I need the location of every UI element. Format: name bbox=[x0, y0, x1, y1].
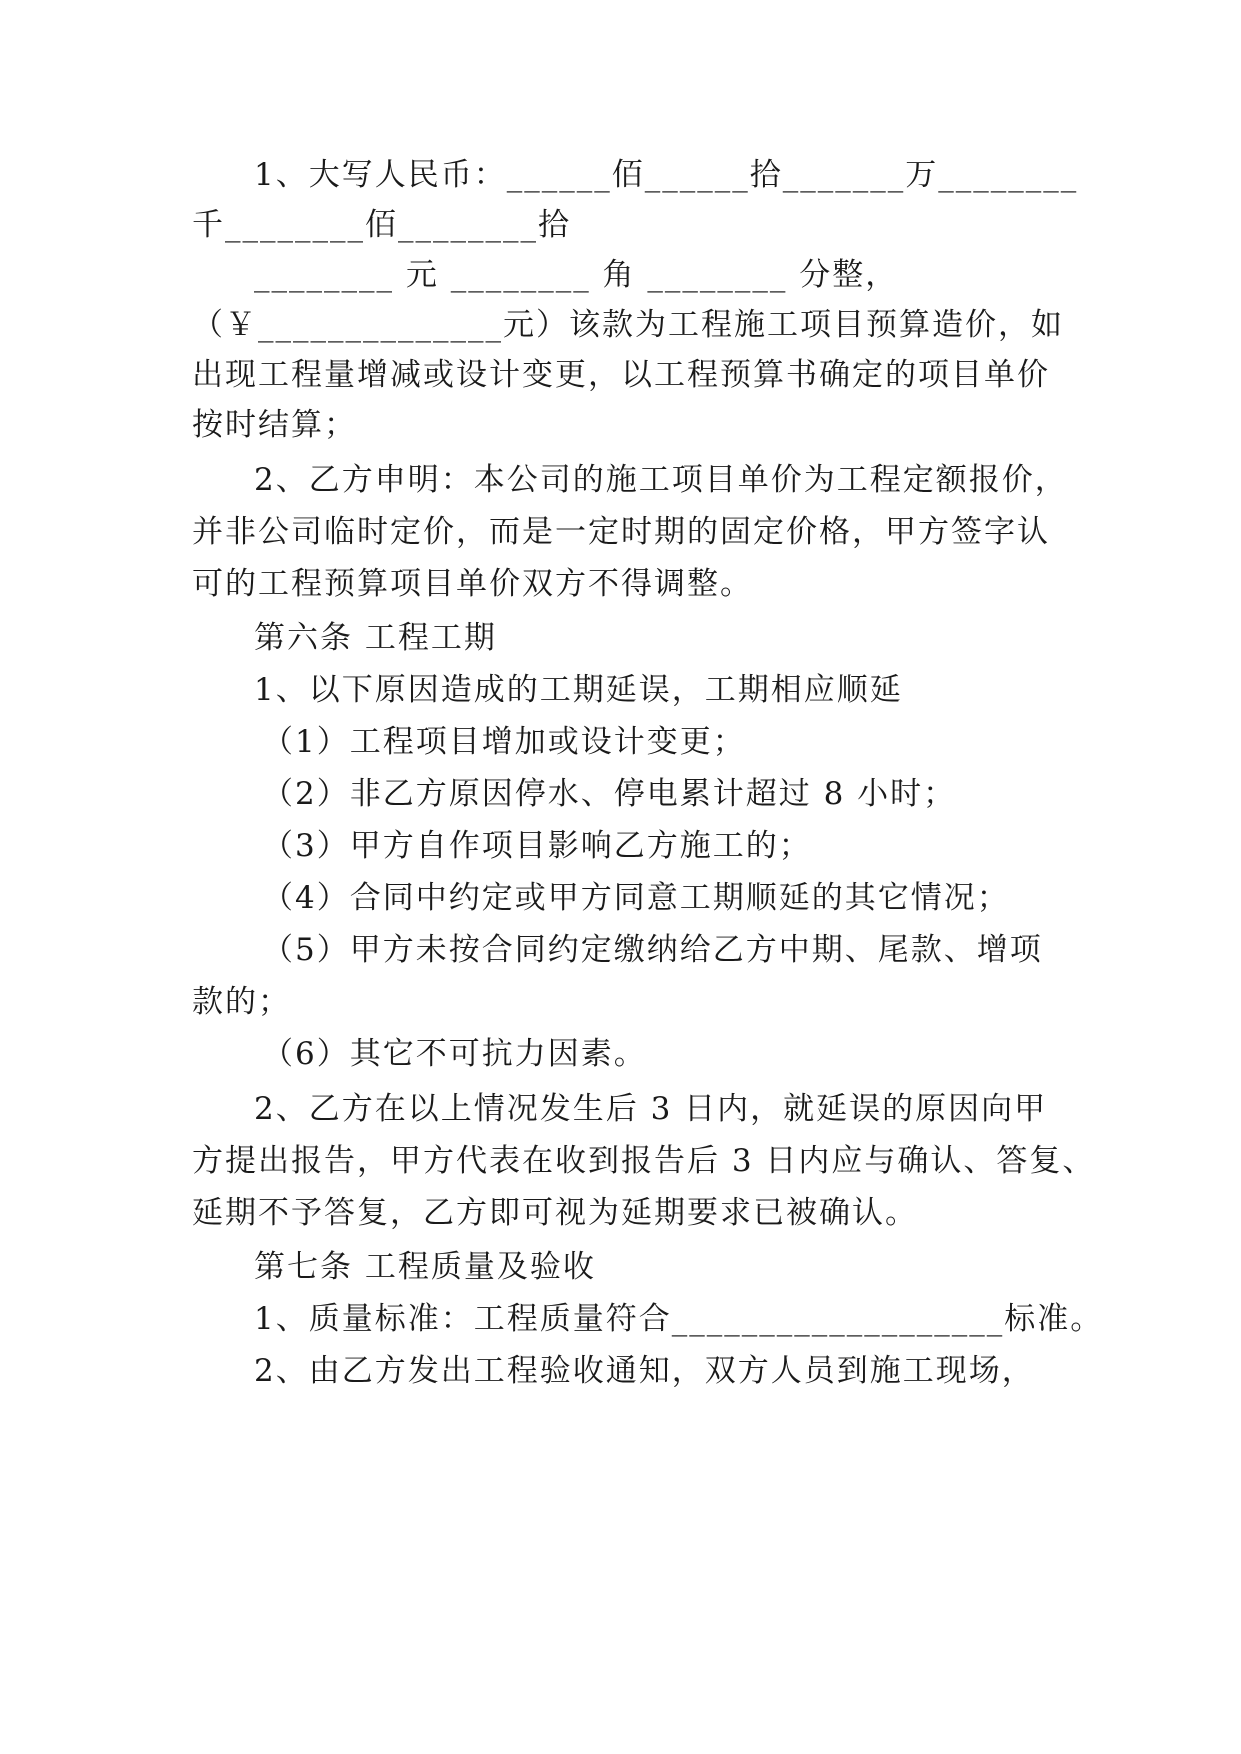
list-item: （5）甲方未按合同约定缴纳给乙方中期、尾款、增项 bbox=[262, 932, 1043, 968]
list-item: （4）合同中约定或甲方同意工期顺延的其它情况； bbox=[262, 880, 1010, 916]
text-line: 延期不予答复，乙方即可视为延期要求已被确认。 bbox=[192, 1195, 918, 1231]
text-line: 1、大写人民币：______佰______拾_______万________ bbox=[254, 157, 1079, 193]
text-line: （￥______________元）该款为工程施工项目预算造价，如 bbox=[192, 307, 1064, 343]
text-line: 2、由乙方发出工程验收通知，双方人员到施工现场， bbox=[254, 1353, 1035, 1389]
text-line: 千________佰________拾 bbox=[192, 207, 571, 243]
section-heading: 第六条 工程工期 bbox=[254, 620, 497, 656]
text-line: 1、以下原因造成的工期延误，工期相应顺延 bbox=[254, 672, 903, 708]
text-line: ________ 元 ________ 角 ________ 分整， bbox=[254, 257, 899, 293]
text-line: 方提出报告，甲方代表在收到报告后 3 日内应与确认、答复、 bbox=[192, 1143, 1096, 1179]
text-line: 2、乙方在以上情况发生后 3 日内，就延误的原因向甲 bbox=[254, 1091, 1048, 1127]
text-line: 1、质量标准：工程质量符合___________________标准。 bbox=[254, 1301, 1104, 1337]
text-line: 并非公司临时定价，而是一定时期的固定价格，甲方签字认 bbox=[192, 514, 1050, 550]
section-heading: 第七条 工程质量及验收 bbox=[254, 1249, 596, 1285]
list-item: （2）非乙方原因停水、停电累计超过 8 小时； bbox=[262, 776, 957, 812]
list-item: （3）甲方自作项目影响乙方施工的； bbox=[262, 828, 812, 864]
text-line: 款的； bbox=[192, 984, 291, 1020]
text-line: 2、乙方申明：本公司的施工项目单价为工程定额报价， bbox=[254, 462, 1068, 498]
text-line: 出现工程量增减或设计变更，以工程预算书确定的项目单价 bbox=[192, 357, 1050, 393]
text-line: 可的工程预算项目单价双方不得调整。 bbox=[192, 566, 753, 602]
text-line: 按时结算； bbox=[192, 407, 357, 443]
list-item: （1）工程项目增加或设计变更； bbox=[262, 724, 746, 760]
list-item: （6）其它不可抗力因素。 bbox=[262, 1036, 647, 1072]
